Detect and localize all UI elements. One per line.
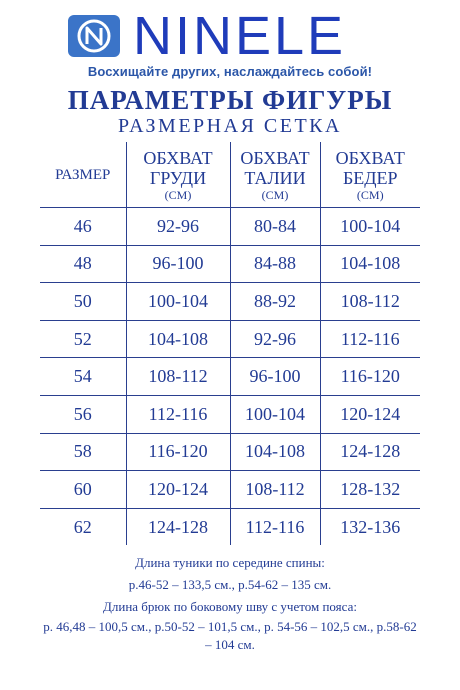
table-row [40,471,420,509]
table-row [40,508,420,545]
tunic-length-values: р.46-52 – 133,5 см., р.54-62 – 135 см. [128,577,332,592]
header-waist-line1: ОБХВАТ [240,147,310,168]
cell-waist: 112-116 [230,508,320,545]
cell-size: 46 [40,208,126,246]
cell-chest: 92-96 [126,208,230,246]
cell-waist: 96-100 [230,358,320,396]
cell-size: 50 [40,283,126,321]
cell-waist: 100-104 [230,395,320,433]
cell-size: 62 [40,508,126,545]
cell-hips: 108-112 [320,283,420,321]
brand-name: NINELE [133,6,347,66]
cell-hips: 112-116 [320,320,420,358]
cell-hips: 100-104 [320,208,420,246]
cell-chest: 104-108 [126,320,230,358]
header-chest-line2: ГРУДИ [149,167,207,188]
table-row [40,433,420,471]
cell-hips: 104-108 [320,245,420,283]
cell-size: 48 [40,245,126,283]
table-row [40,208,420,246]
cell-chest: 112-116 [126,395,230,433]
cell-waist: 88-92 [230,283,320,321]
cell-chest: 96-100 [126,245,230,283]
cell-hips: 132-136 [320,508,420,545]
cell-chest: 108-112 [126,358,230,396]
header-hips-unit: (СМ) [356,187,384,202]
cell-chest: 100-104 [126,283,230,321]
cell-size: 52 [40,320,126,358]
pants-length-values: р. 46,48 – 100,5 см., р.50-52 – 101,5 см., р. 54-56 – 102,5 см., р.58-62 – 104 см. [43,619,417,652]
brand-tagline: Восхищайте других, наслаждайтесь собой! [87,64,373,79]
table-row [40,283,420,321]
header-hips [320,142,420,208]
header-waist-unit: (СМ) [261,187,289,202]
header-hips-line2: БЕДЕР [342,167,398,188]
table-row [40,358,420,396]
cell-hips: 124-128 [320,433,420,471]
page-subtitle: РАЗМЕРНАЯ СЕТКА [118,115,342,137]
table-row [40,245,420,283]
cell-hips: 120-124 [320,395,420,433]
header-chest-unit: (СМ) [164,187,192,202]
cell-waist: 84-88 [230,245,320,283]
brand-header [0,0,460,90]
cell-hips: 128-132 [320,471,420,509]
header-size-label: РАЗМЕР [55,166,111,183]
cell-waist: 104-108 [230,433,320,471]
garment-length-notes [0,552,460,654]
page-title: ПАРАМЕТРЫ ФИГУРЫ [67,85,393,115]
cell-size: 56 [40,395,126,433]
header-waist [230,142,320,208]
tunic-length-label: Длина туники по середине спины: [135,555,325,570]
header-chest [126,142,230,208]
header-size [40,142,126,208]
header-waist-line2: ТАЛИИ [244,167,306,188]
cell-waist: 80-84 [230,208,320,246]
cell-size: 58 [40,433,126,471]
cell-waist: 92-96 [230,320,320,358]
cell-hips: 116-120 [320,358,420,396]
header-hips-line1: ОБХВАТ [335,147,405,168]
cell-chest: 124-128 [126,508,230,545]
ninele-logo-icon [68,15,120,57]
cell-chest: 116-120 [126,433,230,471]
cell-chest: 120-124 [126,471,230,509]
cell-waist: 108-112 [230,471,320,509]
table-row [40,395,420,433]
cell-size: 54 [40,358,126,396]
cell-size: 60 [40,471,126,509]
size-table [40,142,420,545]
pants-length-label: Длина брюк по боковому шву с учетом пояса: [103,599,357,614]
header-chest-line1: ОБХВАТ [143,147,213,168]
table-row [40,320,420,358]
table-header-row [40,142,420,208]
